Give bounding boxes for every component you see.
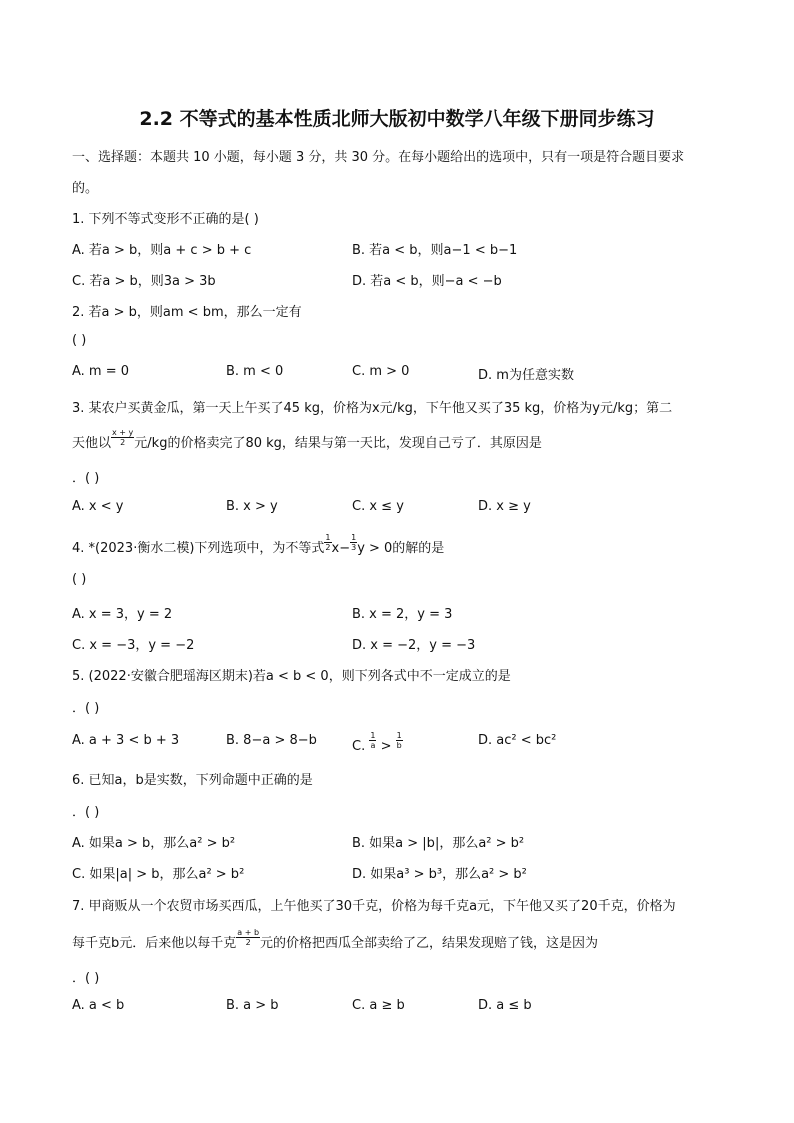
question-7-stem2-post: 元的价格把西瓜全部卖给了乙，结果发现赔了钱，这是因为 <box>260 936 599 951</box>
question-4-stem-mid: x− <box>331 541 351 556</box>
question-7-option-c: C. a ≥ b <box>352 998 405 1013</box>
question-6-stem: 6. 已知a，b是实数，下列命题中正确的是 <box>72 773 313 788</box>
question-4-option-b: B. x = 2，y = 3 <box>352 607 453 622</box>
question-7-stem2-pre: 每千克b元．后来他以每千克 <box>72 936 237 951</box>
question-1-stem: 1. 下列不等式变形不正确的是( ) <box>72 212 259 227</box>
question-5-option-d: D. ac² < bc² <box>478 733 557 748</box>
question-7-option-a: A. a < b <box>72 998 125 1013</box>
question-4-option-d: D. x = −2，y = −3 <box>352 638 476 653</box>
fraction-numerator: x + y <box>112 428 134 437</box>
question-3-stem: 3. 某农户买黄金瓜，第一天上午买了45 kg，价格为x元/kg，下午他又买了35 kg，价格为y元/kg；第二 <box>72 401 673 416</box>
fraction <box>236 928 260 947</box>
fraction-numerator: 1 <box>325 533 331 542</box>
question-2-option-b: B. m < 0 <box>226 364 284 379</box>
section-instructions-line1: 一、选择题：本题共 10 小题，每小题 3 分，共 30 分。在每小题给出的选项中，只有一项是符合题目要求 <box>72 150 685 165</box>
question-5-paren: ．( ) <box>72 701 100 716</box>
question-2-option-d: D. m为任意实数 <box>478 368 574 383</box>
question-2-paren: ( ) <box>72 333 87 348</box>
fraction <box>396 731 403 750</box>
question-3-option-b: B. x > y <box>226 499 278 514</box>
question-1-option-a: A. 若a > b，则a + c > b + c <box>72 243 252 258</box>
question-3-option-c: C. x ≤ y <box>352 499 404 514</box>
fraction-numerator: a + b <box>237 928 260 937</box>
question-3-stem2-pre: 天他以 <box>72 436 112 451</box>
question-3-paren: ．( ) <box>72 471 100 486</box>
page-title: 2.2 不等式的基本性质北师大版初中数学八年级下册同步练习 <box>139 108 655 130</box>
fraction-denominator: b <box>396 741 402 750</box>
question-5-option-b: B. 8−a > 8−b <box>226 733 317 748</box>
question-5-option-a: A. a + 3 < b + 3 <box>72 733 180 748</box>
fraction-denominator: a <box>370 741 376 750</box>
question-3-stem2-post: 元/kg的价格卖完了80 kg，结果与第一天比，发现自己亏了．其原因是 <box>134 436 542 451</box>
question-6-option-c: C. 如果|a| > b，那么a² > b² <box>72 867 245 882</box>
question-4-stem <box>72 533 444 556</box>
question-3-option-d: D. x ≥ y <box>478 499 531 514</box>
question-6-paren: ．( ) <box>72 805 100 820</box>
question-1-option-d: D. 若a < b，则−a < −b <box>352 274 502 289</box>
question-3-stem-line2 <box>72 428 542 451</box>
fraction-denominator: 2 <box>325 543 331 552</box>
fraction-denominator: 2 <box>120 438 126 447</box>
question-1-option-b: B. 若a < b，则a−1 < b−1 <box>352 243 518 258</box>
question-5-option-c <box>352 731 403 754</box>
question-7-paren: ．( ) <box>72 971 100 986</box>
question-4-stem-pre: 4. *(2023·衡水二模)下列选项中，为不等式 <box>72 541 325 556</box>
question-5-stem: 5. (2022·安徽合肥瑶海区期末)若a < b < 0，则下列各式中不一定成立的是 <box>72 669 511 684</box>
question-6-option-a: A. 如果a > b，那么a² > b² <box>72 836 236 851</box>
fraction-numerator: 1 <box>396 731 402 740</box>
question-3-option-a: A. x < y <box>72 499 124 514</box>
question-4-stem-post: y > 0的解的是 <box>357 541 445 556</box>
fraction-denominator: 3 <box>351 543 357 552</box>
comparison-sign: > <box>376 739 396 754</box>
question-7-option-b: B. a > b <box>226 998 279 1013</box>
question-6-option-b: B. 如果a > |b|，那么a² > b² <box>352 836 525 851</box>
fraction <box>111 428 134 447</box>
fraction-denominator: 2 <box>245 938 251 947</box>
question-2-option-a: A. m = 0 <box>72 364 130 379</box>
fraction-numerator: 1 <box>351 533 357 542</box>
question-4-option-a: A. x = 3，y = 2 <box>72 607 173 622</box>
question-7-option-d: D. a ≤ b <box>478 998 532 1013</box>
question-2-stem: 2. 若a > b，则am < bm，那么一定有 <box>72 305 302 320</box>
question-6-option-d: D. 如果a³ > b³，那么a² > b² <box>352 867 527 882</box>
question-1-option-c: C. 若a > b，则3a > 3b <box>72 274 216 289</box>
question-4-paren: ( ) <box>72 572 87 587</box>
question-2-option-c: C. m > 0 <box>352 364 410 379</box>
fraction <box>324 533 331 552</box>
option-label: C. <box>352 739 370 754</box>
question-7-stem: 7. 甲商贩从一个农贸市场买西瓜，上午他买了30千克，价格为每千克a元，下午他又买了20千克，价格为 <box>72 899 676 914</box>
question-7-stem-line2 <box>72 928 598 951</box>
fraction-numerator: 1 <box>370 731 376 740</box>
question-4-option-c: C. x = −3，y = −2 <box>72 638 195 653</box>
section-instructions-line2: 的。 <box>72 181 99 196</box>
